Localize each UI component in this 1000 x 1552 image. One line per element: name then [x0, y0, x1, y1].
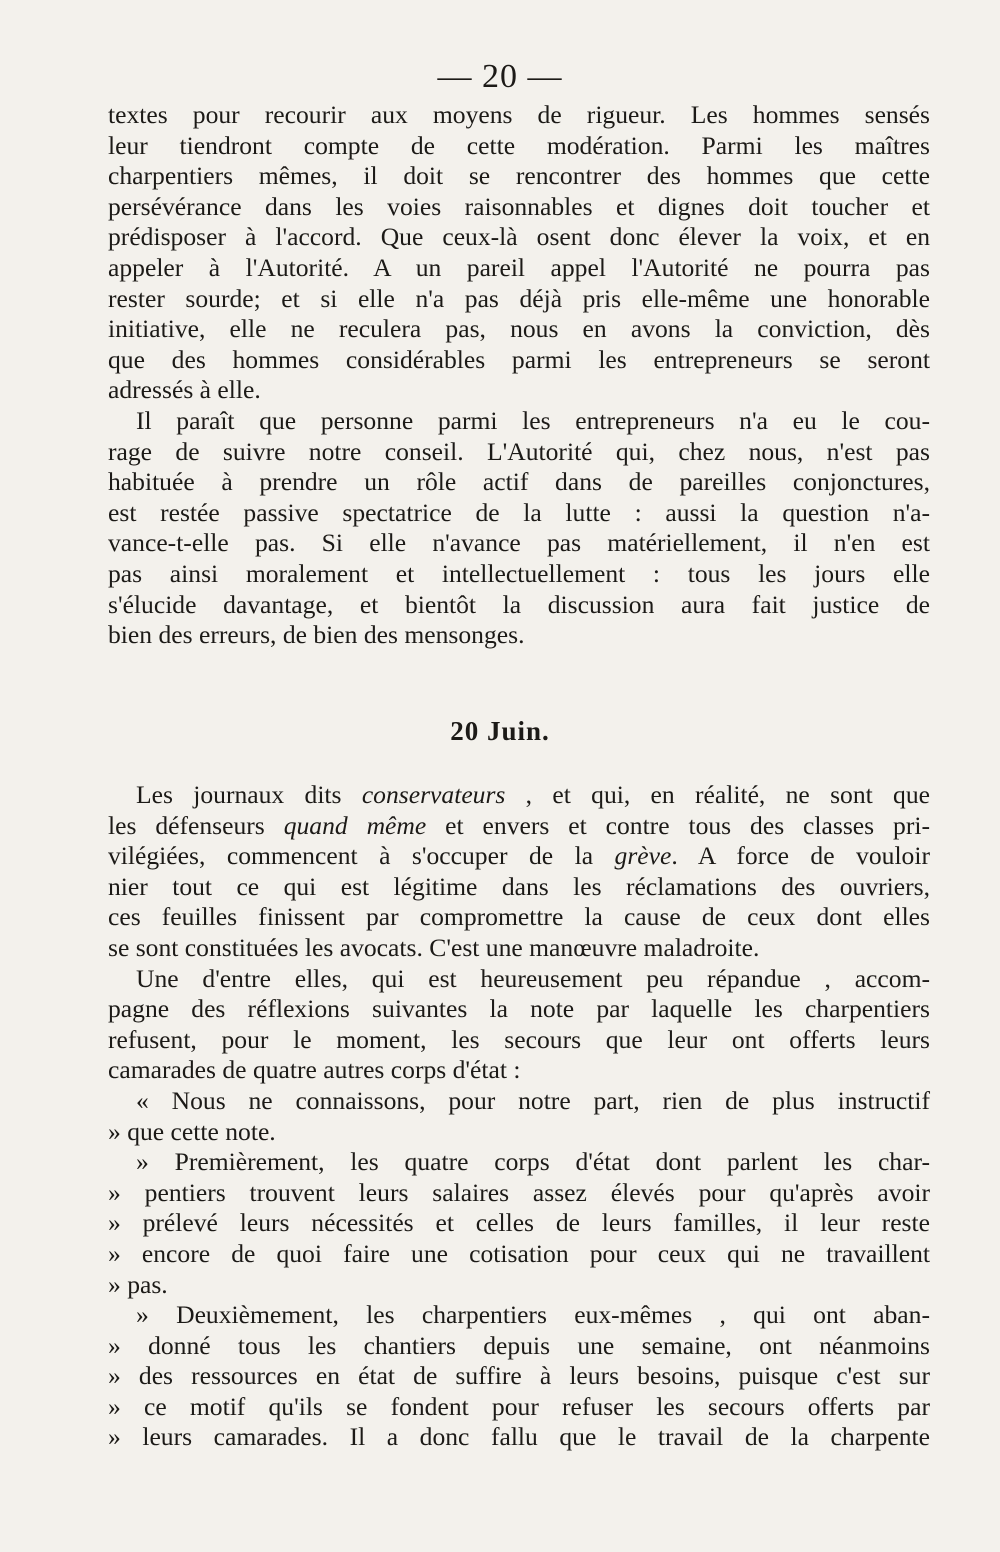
text-line: » ce motif qu'ils se fondent pour refuser les secours offerts par — [108, 1391, 930, 1421]
text-block-bottom — [108, 780, 930, 1453]
paragraph — [108, 406, 930, 651]
text-line: » leurs camarades. Il a donc fallu que le travail de la charpente — [108, 1422, 930, 1452]
text-line: Une d'entre elles, qui est heureusement peu répandue , accom- — [136, 963, 930, 993]
text-line: s'élucide davantage, et bientôt la discussion aura fait justice de — [108, 589, 930, 619]
text-line: textes pour recourir aux moyens de rigueur. Les hommes sensés — [108, 100, 930, 129]
text-line: » des ressources en état de suffire à leurs besoins, puisque c'est sur — [108, 1361, 930, 1391]
text-line: ces feuilles finissent par compromettre la cause de ceux dont elles — [108, 902, 930, 932]
text-line: » prélevé leurs nécessités et celles de leurs familles, il leur reste — [108, 1208, 930, 1238]
text-run: Les journaux dits — [136, 780, 362, 809]
text-line: bien des erreurs, de bien des mensonges. — [108, 620, 525, 650]
text-line: prédisposer à l'accord. Que ceux-là osent donc élever la voix, et en — [108, 222, 930, 252]
text-line: » que cette note. — [108, 1116, 276, 1146]
text-line: que des hommes considérables parmi les entrepreneurs se seront — [108, 344, 930, 374]
text-line: » Deuxièmement, les charpentiers eux-mêmes , qui ont aban- — [136, 1300, 930, 1330]
text-line: rage de suivre notre conseil. L'Autorité qui, chez nous, n'est pas — [108, 436, 930, 466]
paragraph — [108, 1086, 930, 1147]
italic-run: grève — [614, 841, 672, 871]
text-line: charpentiers mêmes, il doit se rencontrer des hommes que cette — [108, 161, 930, 191]
italic-run: quand même — [283, 810, 427, 840]
paragraph — [108, 964, 930, 1086]
text-line: » Premièrement, les quatre corps d'état dont parlent les char- — [136, 1147, 930, 1177]
paragraph — [108, 1300, 930, 1453]
text-line — [108, 841, 930, 872]
text-run: vilégiées, commencent à s'occuper de la — [108, 841, 615, 871]
text-line: adressés à elle. — [108, 375, 261, 405]
text-line: Il paraît que personne parmi les entrepreneurs n'a eu le cou- — [136, 405, 930, 435]
text-line — [108, 780, 930, 811]
text-line: pas ainsi moralement et intellectuellement : tous les jours elle — [108, 558, 930, 588]
text-run: et envers et contre tous des classes pri- — [426, 810, 930, 840]
text-line: vance-t-elle pas. Si elle n'avance pas matériellement, il n'en est — [108, 528, 930, 558]
text-line: » donné tous les chantiers depuis une semaine, ont néanmoins — [108, 1330, 930, 1360]
text-line: leur tiendront compte de cette modération. Parmi les maîtres — [108, 130, 930, 160]
section-heading-date: 20 Juin. — [450, 716, 550, 746]
text-line: » encore de quoi faire une cotisation pour ceux qui ne travaillent — [108, 1238, 930, 1268]
text-line: rester sourde; et si elle n'a pas déjà pris elle-même une honorable — [108, 283, 930, 313]
text-line: initiative, elle ne reculera pas, nous en avons la conviction, dès — [108, 314, 930, 344]
text-line: persévérance dans les voies raisonnables et dignes doit toucher et — [108, 191, 930, 221]
text-line: nier tout ce qui est légitime dans les réclamations des ouvriers, — [108, 871, 930, 901]
text-run: les défenseurs — [108, 810, 284, 840]
text-line: se sont constituées les avocats. C'est une manœuvre maladroite. — [108, 932, 760, 962]
text-line: camarades de quatre autres corps d'état : — [108, 1055, 521, 1085]
paragraph — [108, 780, 930, 964]
text-line: » pas. — [108, 1269, 168, 1299]
text-run: . A force de vouloir — [671, 841, 930, 871]
text-line: » pentiers trouvent leurs salaires assez élevés pour qu'après avoir — [108, 1177, 930, 1207]
text-line — [108, 811, 930, 842]
italic-run: conservateurs — [361, 780, 506, 809]
text-line: pagne des réflexions suivantes la note par laquelle les charpentiers — [108, 994, 930, 1024]
text-line: « Nous ne connaissons, pour notre part, rien de plus instructif — [136, 1085, 930, 1115]
text-run: , et qui, en réalité, ne sont que — [505, 780, 930, 809]
paragraph — [108, 1147, 930, 1300]
text-block-top — [108, 100, 930, 651]
text-line: est restée passive spectatrice de la lutte : aussi la question n'a- — [108, 497, 930, 527]
text-line: appeler à l'Autorité. A un pareil appel l'Autorité ne pourra pas — [108, 252, 930, 282]
page-number: — 20 — — [437, 58, 563, 95]
text-line: habituée à prendre un rôle actif dans de pareilles conjonctures, — [108, 467, 930, 497]
paragraph — [108, 100, 930, 406]
text-line: refusent, pour le moment, les secours que leur ont offerts leurs — [108, 1024, 930, 1054]
